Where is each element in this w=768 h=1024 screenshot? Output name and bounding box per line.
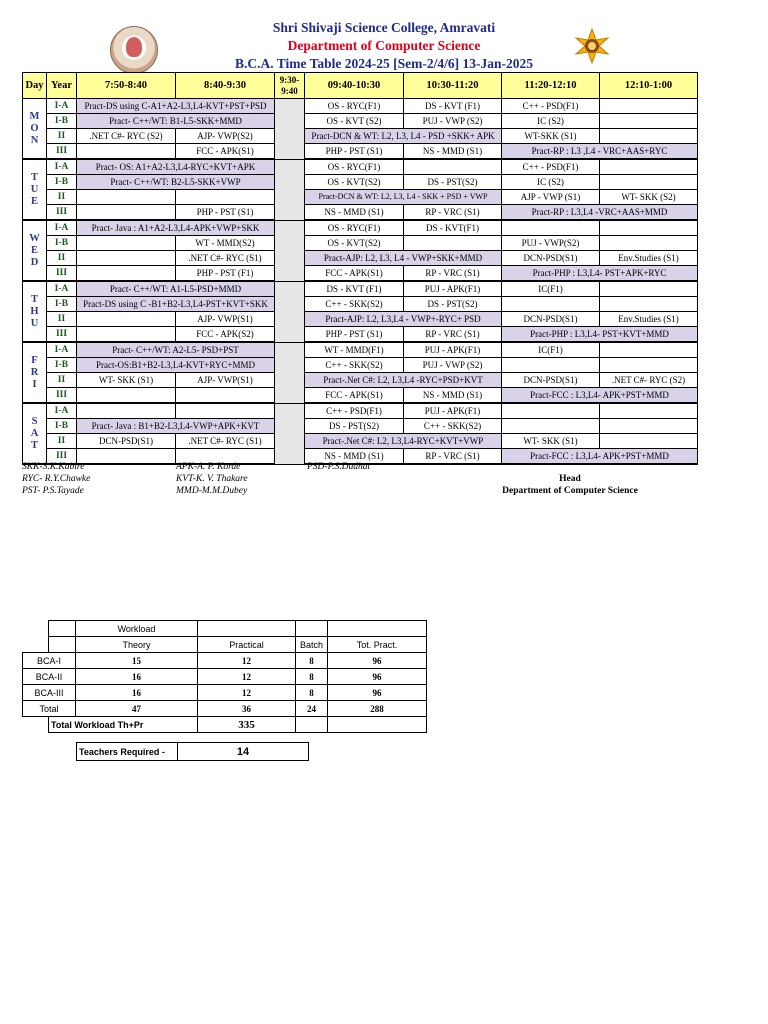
theory-value: 16 [76,685,198,701]
table-row [23,419,698,434]
practical-cell: Pract- Java : B1+B2-L3,L4-VWP+APK+KVT [77,419,275,434]
lecture-cell [77,388,176,404]
lecture-cell: PUJ - VWP(S2) [502,236,600,251]
lecture-cell: PUJ - APK(F1) [404,281,502,297]
legend-item: MMD-M.M.Dubey [176,486,248,496]
lecture-cell [600,419,698,434]
lecture-cell [77,190,176,205]
table-row [23,403,698,419]
table-row [23,205,698,221]
lecture-cell: WT - MMD(S2) [176,236,275,251]
lecture-cell: NS - MMD (S1) [305,449,404,465]
lecture-cell: WT- SKK (S1) [502,434,600,449]
row-label: BCA-I [23,653,76,669]
practical-cell: Pract-PHP : L3,L4- PST+APK+RYC [502,266,698,282]
table-row [23,669,427,685]
header-practical: Practical [198,637,296,653]
theory-value: 16 [76,669,198,685]
day-fri: F R I [23,342,47,403]
practical-cell: Pract- C++/WT: A2-L5- PSD+PST [77,342,275,358]
lecture-cell: DS - KVT (F1) [305,281,404,297]
col-slot-3: 09:40-10:30 [305,73,404,99]
practical-cell: Pract- C++/WT: A1-L5-PSD+MMD [77,281,275,297]
year-cell: I-A [47,403,77,419]
tot-pract-value: 96 [328,653,427,669]
teachers-required-table [76,742,309,761]
college-name: Shri Shivaji Science College, Amravati [272,20,496,35]
practical-cell: Pract- Java : A1+A2-L3,L4-APK+VWP+SKK [77,220,275,236]
legend-item: APK-A. P. Korde [176,462,241,472]
lecture-cell: .NET C#- RYC (S2) [600,373,698,388]
lecture-cell: DCN-PSD(S1) [502,373,600,388]
day-sat: S A T [23,403,47,464]
teacher-legend-col-3 [307,461,370,473]
year-cell: I-A [47,342,77,358]
table-row [23,358,698,373]
year-cell: II [47,373,77,388]
lecture-cell [77,236,176,251]
lecture-cell: C++ - PSD(F1) [502,159,600,175]
lecture-cell: NS - MMD (S1) [305,205,404,221]
day-wed: W E D [23,220,47,281]
table-row [23,327,698,343]
lecture-cell: C++ - SKK(S2) [404,419,502,434]
col-slot-6: 12:10-1:00 [600,73,698,99]
lecture-cell: PUJ - APK(F1) [404,403,502,419]
col-slot-4: 10:30-11:20 [404,73,502,99]
table-row [23,236,698,251]
year-cell: I-A [47,159,77,175]
table-row [23,373,698,388]
teachers-required-label: Teachers Required - [77,743,178,761]
lecture-cell: PHP - PST (S1) [176,205,275,221]
batch-value: 8 [296,653,328,669]
year-cell: II [47,251,77,266]
year-cell: II [47,434,77,449]
lecture-cell: OS - RYC(F1) [305,99,404,114]
practical-cell: Pract- C++/WT: B2-L5-SKK+VWP [77,175,275,190]
table-row [23,312,698,327]
lecture-cell: FCC - APK(S1) [305,266,404,282]
lecture-cell [600,358,698,373]
col-day: Day [23,73,47,99]
total-workload-label: Total Workload Th+Pr [49,717,198,733]
year-cell: I-B [47,175,77,190]
lecture-cell: DS - PST(S2) [404,175,502,190]
header-batch: Batch [296,637,328,653]
practical-cell: Pract-FCC : L3,L4- APK+PST+MMD [502,388,698,404]
lecture-cell: DCN-PSD(S1) [77,434,176,449]
teachers-required-value: 14 [178,743,309,761]
teacher-legend-col-2 [176,461,248,497]
theory-value: 47 [76,701,198,717]
department-name: Department of Computer Science [287,38,481,53]
lecture-cell: PHP - PST (F1) [176,266,275,282]
practical-value: 12 [198,669,296,685]
table-row [23,388,698,404]
tot-pract-value: 96 [328,685,427,701]
year-cell: II [47,129,77,144]
table-row [23,175,698,190]
lecture-cell: Env.Studies (S1) [600,251,698,266]
lecture-cell [404,236,502,251]
recess-cell [275,281,305,342]
practical-cell: Pract- OS: A1+A2-L3,L4-RYC+KVT+APK [77,159,275,175]
lecture-cell [77,327,176,343]
year-cell: III [47,144,77,160]
recess-cell [275,342,305,403]
workload-title: Workload [76,621,198,637]
tot-pract-value: 96 [328,669,427,685]
practical-cell: Pract-DS using C -B1+B2-L3,L4-PST+KVT+SKK [77,297,275,312]
recess-cell [275,220,305,281]
lecture-cell [600,220,698,236]
lecture-cell [404,159,502,175]
lecture-cell: FCC - APK(S2) [176,327,275,343]
lecture-cell: PUJ - VWP (S2) [404,358,502,373]
lecture-cell [600,434,698,449]
lecture-cell: DS - KVT (F1) [404,99,502,114]
lecture-cell: RP - VRC (S1) [404,205,502,221]
batch-value: 8 [296,685,328,701]
lecture-cell: DS - PST(S2) [404,297,502,312]
year-cell: III [47,327,77,343]
lecture-cell: IC (S2) [502,114,600,129]
lecture-cell [502,220,600,236]
lecture-cell: IC(F1) [502,281,600,297]
theory-value: 15 [76,653,198,669]
legend-item: KVT-K. V. Thakare [176,474,248,484]
lecture-cell: PUJ - VWP (S2) [404,114,502,129]
lecture-cell [600,159,698,175]
table-row [23,159,698,175]
day-mon: M O N [23,99,47,160]
year-cell: I-B [47,236,77,251]
lecture-cell: RP - VRC (S1) [404,266,502,282]
day-tue: T U E [23,159,47,220]
year-cell: I-B [47,297,77,312]
table-row [23,701,427,717]
head-title: Head [559,474,581,484]
practical-cell: Pract-AJP: L2, L3,L4 - VWP+-RYC+ PSD [305,312,502,327]
lecture-cell: .NET C#- RYC (S1) [176,251,275,266]
practical-cell: Pract-.Net C#: L2, L3,L4 -RYC+PSD+KVT [305,373,502,388]
year-cell: I-A [47,99,77,114]
lecture-cell: C++ - SKK(S2) [305,297,404,312]
legend-item: PSD-P.S.Dudhat [307,462,371,472]
lecture-cell: .NET C#- RYC (S2) [77,129,176,144]
legend-item: SKK-S.K.Kabire [22,462,85,472]
col-slot-2: 8:40-9:30 [176,73,275,99]
lecture-cell [176,403,275,419]
workload-table [22,620,427,733]
lecture-cell: AJP- VWP(S2) [176,129,275,144]
table-row [23,621,427,637]
col-recess: 9:30- 9:40 [275,73,305,99]
practical-cell: Pract-DCN & WT: L2, L3, L4 - PSD +SKK+ APK [305,129,502,144]
lecture-cell [600,129,698,144]
practical-cell: Pract-OS:B1+B2-L3,L4-KVT+RYC+MMD [77,358,275,373]
lecture-cell [77,312,176,327]
practical-cell: Pract-PHP : L3,L4- PST+KVT+MMD [502,327,698,343]
lecture-cell: DCN-PSD(S1) [502,251,600,266]
practical-cell: Pract-DCN & WT: L2, L3, L4 - SKK + PSD + VWP [305,190,502,205]
lecture-cell [77,403,176,419]
table-row [23,114,698,129]
practical-value: 36 [198,701,296,717]
lecture-cell: PHP - PST (S1) [305,327,404,343]
lecture-cell: AJP- VWP(S1) [176,312,275,327]
table-row [23,342,698,358]
lecture-cell: WT- SKK (S1) [77,373,176,388]
year-cell: I-A [47,281,77,297]
table-row [23,129,698,144]
lecture-cell: PUJ - APK(F1) [404,342,502,358]
table-row [23,637,427,653]
head-signature-block [470,473,670,497]
lecture-cell: OS - KVT(S2) [305,236,404,251]
header-row [23,73,698,99]
lecture-cell: Env.Studies (S1) [600,312,698,327]
lecture-cell [77,144,176,160]
lecture-cell [502,403,600,419]
head-department: Department of Computer Science [502,486,638,496]
recess-cell [275,159,305,220]
table-row [23,220,698,236]
lecture-cell: OS - RYC(F1) [305,159,404,175]
table-row [23,266,698,282]
table-row [23,281,698,297]
col-year: Year [47,73,77,99]
total-workload-value: 335 [198,717,296,733]
lecture-cell: AJP - VWP (S1) [502,190,600,205]
row-label: BCA-III [23,685,76,701]
practical-cell: Pract- C++/WT: B1-L5-SKK+MMD [77,114,275,129]
table-row [23,653,427,669]
table-row [23,717,427,733]
teacher-legend-col-1 [22,461,90,497]
lecture-cell: WT - MMD(F1) [305,342,404,358]
college-emblem-icon [110,26,158,74]
practical-cell: Pract-.Net C#: L2, L3,L4-RYC+KVT+VWP [305,434,502,449]
table-row [23,251,698,266]
year-cell: III [47,266,77,282]
year-cell: II [47,190,77,205]
lecture-cell [176,190,275,205]
practical-cell: Pract-AJP: L2, L3, L4 - VWP+SKK+MMD [305,251,502,266]
lecture-cell: IC(F1) [502,342,600,358]
lecture-cell [600,403,698,419]
practical-cell: Pract-RP : L3 ,L4 - VRC+AAS+RYC [502,144,698,160]
legend-item: RYC- R.Y.Chawke [22,474,91,484]
table-row [77,743,309,761]
lecture-cell: OS - KVT (S2) [305,114,404,129]
year-cell: I-B [47,114,77,129]
lecture-cell: OS - KVT(S2) [305,175,404,190]
lecture-cell [502,358,600,373]
batch-value: 8 [296,669,328,685]
lecture-cell [77,449,176,465]
lecture-cell: FCC - APK(S1) [176,144,275,160]
lecture-cell [77,266,176,282]
lecture-cell: DS - PST(S2) [305,419,404,434]
lecture-cell [600,281,698,297]
lecture-cell: PHP - PST (S1) [305,144,404,160]
department-logo-icon [566,28,618,64]
lecture-cell: AJP- VWP(S1) [176,373,275,388]
table-row [23,144,698,160]
lecture-cell: FCC - APK(S1) [305,388,404,404]
day-thu: T H U [23,281,47,342]
recess-cell [275,403,305,464]
lecture-cell: WT- SKK (S2) [600,190,698,205]
practical-value: 12 [198,653,296,669]
batch-value: 24 [296,701,328,717]
lecture-cell [77,205,176,221]
timetable-title: B.C.A. Time Table 2024-25 [Sem-2/4/6] 13-Jan-2025 [234,56,533,71]
tot-pract-value: 288 [328,701,427,717]
timetable-grid [22,72,698,465]
col-slot-1: 7:50-8:40 [77,73,176,99]
lecture-cell [600,236,698,251]
year-cell: I-A [47,220,77,236]
recess-cell [275,99,305,160]
lecture-cell: IC (S2) [502,175,600,190]
lecture-cell [176,388,275,404]
lecture-cell: OS - RYC(F1) [305,220,404,236]
header-tot-pract: Tot. Pract. [328,637,427,653]
year-cell: I-B [47,358,77,373]
table-row [23,297,698,312]
legend-item: PST- P.S.Tayade [22,486,84,496]
header-theory: Theory [76,637,198,653]
lecture-cell [600,297,698,312]
lecture-cell: C++ - PSD(F1) [502,99,600,114]
lecture-cell [502,419,600,434]
lecture-cell [600,175,698,190]
lecture-cell [502,297,600,312]
lecture-cell [600,99,698,114]
year-cell: I-B [47,419,77,434]
table-row [23,685,427,701]
year-cell: III [47,205,77,221]
lecture-cell: NS - MMD (S1) [404,144,502,160]
row-label: Total [23,701,76,717]
lecture-cell [600,342,698,358]
practical-value: 12 [198,685,296,701]
col-slot-5: 11:20-12:10 [502,73,600,99]
year-cell: III [47,449,77,465]
lecture-cell: C++ - SKK(S2) [305,358,404,373]
practical-cell: Pract-FCC : L3,L4- APK+PST+MMD [502,449,698,465]
lecture-cell: RP - VRC (S1) [404,327,502,343]
table-row [23,434,698,449]
table-row [23,99,698,114]
lecture-cell: NS - MMD (S1) [404,388,502,404]
practical-cell: Pract-RP : L3,L4 -VRC+AAS+MMD [502,205,698,221]
lecture-cell: DS - KVT(F1) [404,220,502,236]
row-label: BCA-II [23,669,76,685]
lecture-cell [600,114,698,129]
practical-cell: Pract-DS using C-A1+A2-L3,L4-KVT+PST+PSD [77,99,275,114]
lecture-cell: C++ - PSD(F1) [305,403,404,419]
lecture-cell: DCN-PSD(S1) [502,312,600,327]
lecture-cell: .NET C#- RYC (S1) [176,434,275,449]
table-row [23,190,698,205]
year-cell: III [47,388,77,404]
lecture-cell: RP - VRC (S1) [404,449,502,465]
year-cell: II [47,312,77,327]
lecture-cell: WT-SKK (S1) [502,129,600,144]
lecture-cell [77,251,176,266]
